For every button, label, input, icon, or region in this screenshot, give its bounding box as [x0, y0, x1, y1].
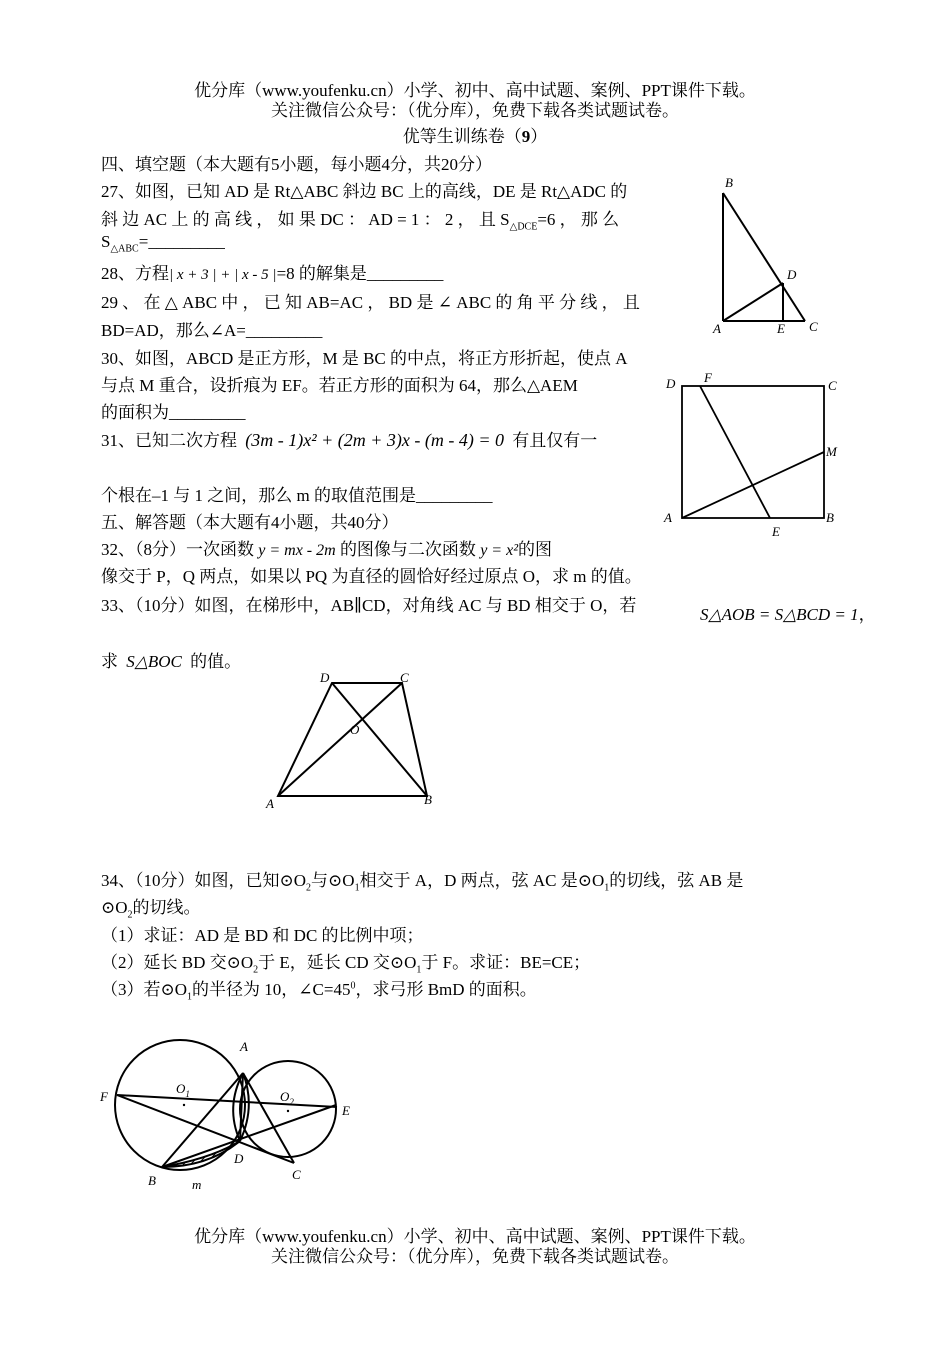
fig33-label-a: A [266, 796, 274, 811]
fig34-circle-o2 [240, 1061, 336, 1157]
q33-ask-pre: 求 [101, 652, 118, 671]
q34-p2-s2: 1 [416, 964, 422, 976]
q34-part-1: （1）求证：AD 是 BD 和 DC 的比例中项； [101, 926, 424, 945]
fig27-seg-bc [723, 193, 805, 321]
q28-post: =8 的解集是_________ [276, 264, 444, 283]
q34-p2-a: （2）延长 BD 交⊙O [101, 953, 254, 972]
fig33-label-c: C [400, 670, 409, 685]
fig30-label-a: A [664, 510, 672, 525]
title-prefix: 优等生训练卷（ [402, 127, 522, 146]
header-line-1: 优分库（www.youfenku.cn）小学、初中、高中试题、案例、PPT课件下载。 [194, 81, 756, 100]
q34-l1-s1: 2 [306, 882, 312, 894]
fig34-label-d: D [234, 1151, 244, 1166]
fig30-seg-am [682, 452, 824, 518]
q34-p3-b: 的半径为 10，∠C=45 [192, 980, 351, 999]
q34-part-3 [101, 975, 537, 1002]
fig34-label-f: F [100, 1089, 108, 1104]
fig34-label-b: B [148, 1173, 156, 1188]
fig27-seg-ad [723, 283, 783, 321]
q34-l1-s2: 1 [354, 882, 360, 894]
figure-q33 [262, 668, 452, 818]
figure-q30 [660, 370, 845, 540]
q28 [101, 259, 443, 284]
q28-pre: 28、方程 [101, 264, 169, 283]
q33-condition [700, 600, 876, 625]
fig33-trapezoid [278, 683, 427, 796]
fig30-label-d: D [666, 376, 676, 391]
footer-line-2: 关注微信公众号：（优分库），免费下载各类试题试卷。 [271, 1247, 679, 1266]
q34-l1-a: 34、（10分）如图，已知⊙O [101, 871, 307, 890]
fig34-label-o2-main: O [280, 1089, 290, 1104]
fig30-label-b: B [826, 510, 834, 525]
header-line-2: 关注微信公众号：（优分库），免费下载各类试题试卷。 [271, 101, 679, 120]
fig30-label-m: M [826, 444, 837, 459]
q34-l1-d: 的切线，弦 AB 是 [609, 871, 744, 890]
q27-line-2 [101, 205, 619, 232]
q27-l3-a: S [101, 232, 111, 251]
q34-l1-b: 与⊙O [311, 871, 355, 890]
q34-p2-s1: 2 [253, 964, 259, 976]
q27-l2-b: =6 ， 那 么 [537, 210, 620, 229]
q34-p3-a: （3）若⊙O [101, 980, 188, 999]
q32-line-1 [101, 535, 552, 560]
fig27-label-a: A [713, 321, 721, 336]
q31-expr: (3m - 1)x² + (2m + 3)x - (m - 4) = 0 [245, 430, 505, 450]
q34-l2-s: 2 [127, 909, 133, 921]
q27-line-1: 27、如图，已知 AD 是 Rt△ABC 斜边 BC 上的高线，DE 是 Rt△ADC 的 [101, 182, 628, 201]
q33-cond-expr: S△AOB = S△BCD = 1 [700, 605, 859, 624]
q34-p3-s: 1 [187, 991, 193, 1003]
q34-p2-b: 于 E，延长 CD 交⊙O [258, 953, 417, 972]
q32-f1: y = mx - 2m [258, 542, 336, 559]
q32-post: 的图 [517, 540, 552, 559]
q34-l2-a: ⊙O [101, 898, 128, 917]
q31-line-1 [101, 426, 597, 451]
q32-pre: 32、（8分）一次函数 [101, 540, 254, 559]
q28-expr: | x + 3 | + | x - 5 | [169, 267, 277, 283]
title-number: 9 [521, 127, 531, 146]
fig34-label-a: A [240, 1039, 248, 1054]
fig30-label-f: F [704, 370, 712, 385]
fig30-label-c: C [828, 378, 837, 393]
fig34-center-o1 [183, 1104, 185, 1106]
q32-line-2: 像交于 P，Q 两点，如果以 PQ 为直径的圆恰好经过原点 O，求 m 的值。 [101, 567, 642, 586]
q31-post: 有且仅有一 [512, 431, 598, 450]
fig33-diag-ac [278, 683, 402, 796]
q34-p2-c: 于 F。求证：BE=CE； [421, 953, 591, 972]
figure-q27 [705, 175, 835, 335]
q34-line-2 [101, 893, 201, 920]
q27-l2-a: 斜 边 AC 上 的 高 线 ， 如 果 DC ： AD = 1 ： 2 ， 且 S [101, 210, 510, 229]
fig27-label-c: C [809, 319, 818, 334]
q34-p3-c: ，求弓形 BmD 的面积。 [355, 980, 537, 999]
fig34-center-o2 [287, 1110, 289, 1112]
q33-ask-expr: S△BOC [126, 652, 182, 671]
q33-comma: ， [858, 605, 876, 624]
q30-line-2: 与点 M 重合，设折痕为 EF。若正方形的面积为 64，那么△AEM [101, 376, 578, 395]
fig27-label-b: B [725, 175, 733, 190]
q32-f2: y = x² [480, 542, 518, 559]
q30-line-3: 的面积为_________ [101, 403, 246, 422]
q34-l1-s3: 1 [604, 882, 610, 894]
fig27-label-e: E [777, 321, 785, 336]
fig34-seg-fe [117, 1095, 337, 1107]
fig34-label-o1-main: O [176, 1081, 186, 1096]
q34-l2-b: 的切线。 [132, 898, 201, 917]
fig33-label-d: D [320, 670, 330, 685]
fig34-label-o2-sub: 2 [289, 1097, 294, 1107]
q34-l1-c: 相交于 A，D 两点，弦 AC 是⊙O [359, 871, 605, 890]
fig34-label-c: C [292, 1167, 301, 1182]
page-title [0, 122, 950, 147]
fig33-label-b: B [424, 792, 432, 807]
q31-line-2: 个根在–1 与 1 之间，那么 m 的取值范围是_________ [101, 486, 493, 505]
fig33-label-o: O [350, 722, 360, 737]
q34-p3-sup: 0 [350, 980, 356, 992]
section-5-heading: 五、解答题（本大题有4小题，共40分） [101, 513, 399, 532]
q34-line-1 [101, 866, 743, 893]
q29-line-2: BD=AD，那么∠A=_________ [101, 321, 323, 340]
figure-q34 [100, 1035, 370, 1195]
q29-line-1: 29 、 在 △ ABC 中 ， 已 知 AB=AC ， BD 是 ∠ ABC 的 角 平 分 线 ， 且 [101, 293, 640, 312]
fig30-label-e: E [772, 524, 780, 539]
q30-line-1: 30、如图，ABCD 是正方形，M 是 BC 的中点，将正方形折起，使点 A [101, 349, 628, 368]
q27-l3-b: =_________ [138, 232, 225, 251]
q33-line-1: 33、（10分）如图，在梯形中，AB∥CD，对角线 AC 与 BD 相交于 O，若 [101, 596, 637, 615]
fig27-label-d: D [787, 267, 797, 282]
q33-ask [101, 647, 241, 672]
fig33-diag-bd [332, 683, 427, 796]
fig34-label-o1-sub: 1 [185, 1089, 190, 1099]
fig30-seg-ef [700, 386, 770, 518]
fig34-label-e: E [342, 1103, 350, 1118]
q27-l3-sub: △ABC [110, 243, 139, 255]
q27-l2-sub: △DCE [509, 221, 538, 233]
fig30-square [682, 386, 824, 518]
q31-pre: 31、已知二次方程 [101, 431, 237, 450]
title-suffix: ） [530, 127, 548, 146]
fig34-label-o1 [176, 1081, 190, 1099]
section-4-heading: 四、填空题（本大题有5小题，每小题4分，共20分） [101, 155, 492, 174]
q27-line-3 [101, 232, 225, 254]
fig34-label-m: m [192, 1177, 202, 1192]
q32-mid: 的图像与二次函数 [339, 540, 476, 559]
q33-ask-post: 的值。 [190, 652, 242, 671]
q34-part-2 [101, 948, 590, 975]
fig34-seg-ac [243, 1073, 294, 1163]
footer-line-1: 优分库（www.youfenku.cn）小学、初中、高中试题、案例、PPT课件下载。 [194, 1227, 756, 1246]
